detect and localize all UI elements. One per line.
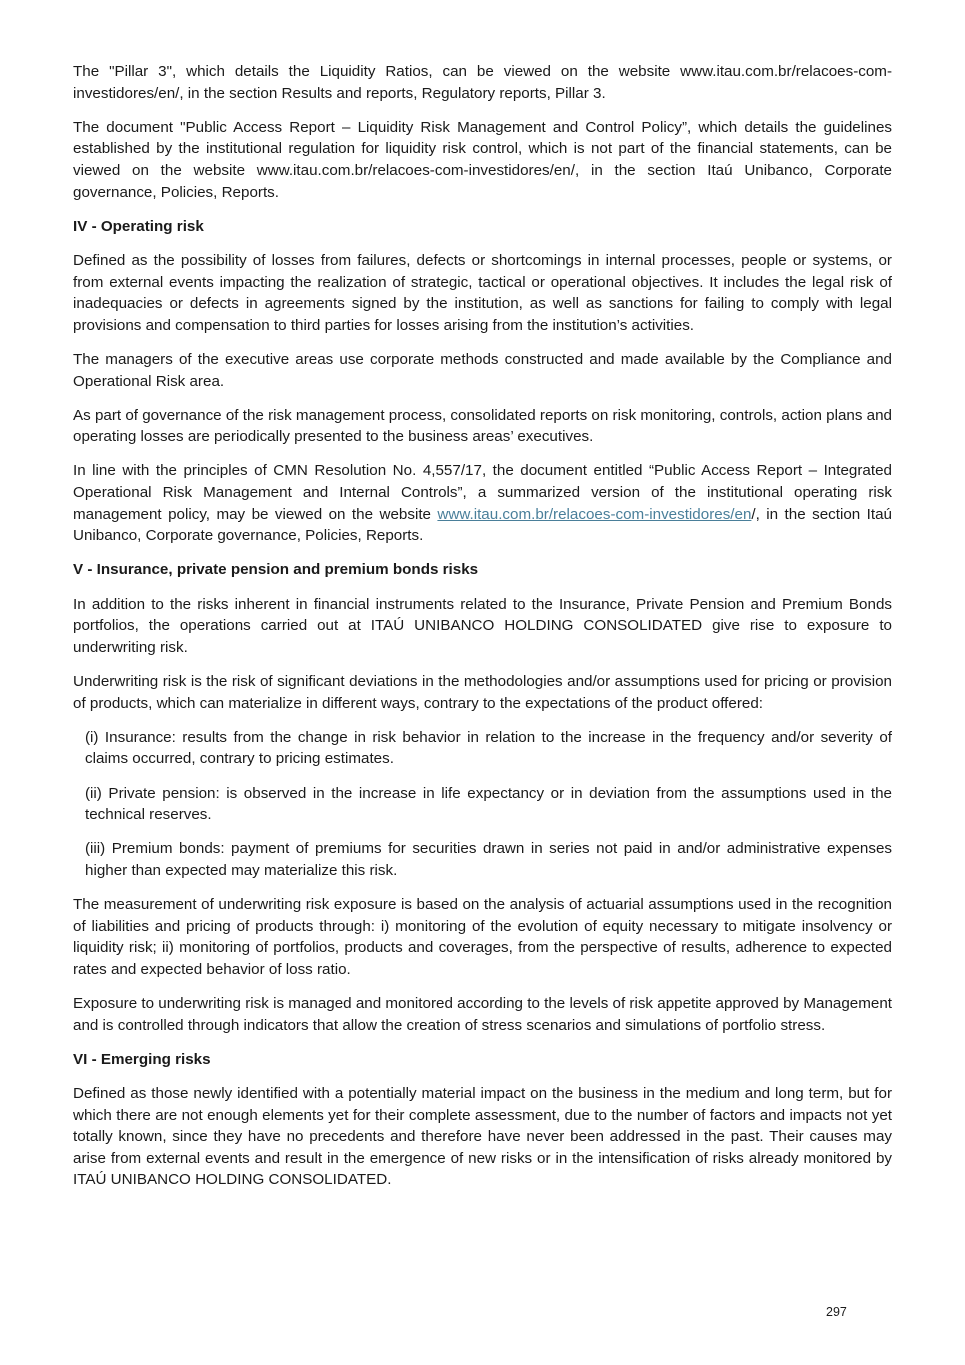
resolution-text-before: In line with the principles of CMN Resolution No. 4,557/17, the document entitled “Public Access Report – Integrated Operational Risk Management and Internal Controls”, a summarized version of the institutional operating risk management policy, may be viewed on the website <box>73 462 892 523</box>
list-item-premium-bonds: (iii) Premium bonds: payment of premiums for securities drawn in series not paid in and/or administrative expenses higher than expected may materialize this risk. <box>85 840 892 879</box>
emerging-risks-definition: Defined as those newly identified with a potentially material impact on the business in the medium and long term, but for which there are not enough elements yet for their complete assessment, due to the number of factors and impacts not yet totally known, since they have no precedents and therefore have never been addressed in the past. Their causes may arise from external events and result in the emergence of new risks or in the intensification of risks already monitored by ITAÚ UNIBANCO HOLDING CONSOLIDATED. <box>73 1085 892 1189</box>
underwriting-risk-measurement: The measurement of underwriting risk exposure is based on the analysis of actuarial assumptions used in the recognition of liabilities and pricing of products through: i) monitoring of the evolution of equity necessary to mitigate insolvency or liquidity risk; ii) monitoring of portfolios, products and coverages, from the perspective of results, adherence to expected rates and expected behavior of loss ratio. <box>73 896 892 978</box>
investor-relations-link[interactable]: www.itau.com.br/relacoes-com-investidores/en <box>437 505 752 523</box>
underwriting-risk-definition: Underwriting risk is the risk of significant deviations in the methodologies and/or assumptions used for pricing or provision of products, which can materialize in different ways, contrary to the expectations of the product offered: <box>73 673 892 712</box>
operating-risk-definition: Defined as the possibility of losses from failures, defects or shortcomings in internal processes, people or systems, or from external events impacting the realization of strategic, tactical or operational objectives. It includes the legal risk of inadequacies or defects in agreements signed by the institution, as well as sanctions for failing to comply with legal provisions and compensation to third parties for losses arising from the institution’s activities. <box>73 251 892 334</box>
list-item-insurance: (i) Insurance: results from the change in risk behavior in relation to the increase in the frequency and/or severity of claims occurred, contrary to pricing estimates. <box>85 728 892 768</box>
pillar3-paragraph: The "Pillar 3", which details the Liquidity Ratios, can be viewed on the website www.itau.com.br/relacoes-com-investidores/en/, in the section Results and reports, Regulatory reports, Pillar 3. <box>73 63 892 102</box>
page-number: 297 <box>826 1305 847 1319</box>
resolution-text-after: /, in the section Itaú Unibanco, Corporate governance, Policies, Reports. <box>73 505 892 545</box>
operating-risk-heading: IV - Operating risk <box>73 217 204 235</box>
document-page <box>73 61 892 1204</box>
operating-risk-managers: The managers of the executive areas use corporate methods constructed and made available by the Compliance and Operational Risk area. <box>73 350 892 390</box>
liquidity-report-paragraph: The document "Public Access Report – Liquidity Risk Management and Control Policy”, which details the guidelines established by the institutional regulation for liquidity risk control, which is not part of the financial statements, can be viewed on the website www.itau.com.br/relacoes-com-investidores/en/, in the section Itaú Unibanco, Corporate governance, Policies, Reports. <box>73 118 892 201</box>
insurance-risk-heading: V - Insurance, private pension and premium bonds risks <box>73 561 479 579</box>
list-item-private-pension: (ii) Private pension: is observed in the increase in life expectancy or in deviation from the assumptions used in the technical reserves. <box>85 784 892 824</box>
operating-risk-governance: As part of governance of the risk management process, consolidated reports on risk monitoring, controls, action plans and operating losses are periodically presented to the business areas’ executives. <box>73 406 892 446</box>
operating-risk-resolution <box>73 460 892 546</box>
underwriting-risk-exposure: Exposure to underwriting risk is managed and monitored according to the levels of risk appetite approved by Management and is controlled through indicators that allow the creation of stress scenarios and simulations of portfolio stress. <box>73 995 892 1034</box>
emerging-risks-heading: VI - Emerging risks <box>73 1050 211 1068</box>
insurance-risk-intro: In addition to the risks inherent in financial instruments related to the Insurance, Private Pension and Premium Bonds portfolios, the operations carried out at ITAÚ UNIBANCO HOLDING CONSOLIDATED give rise to exposure to underwriting risk. <box>73 595 892 656</box>
